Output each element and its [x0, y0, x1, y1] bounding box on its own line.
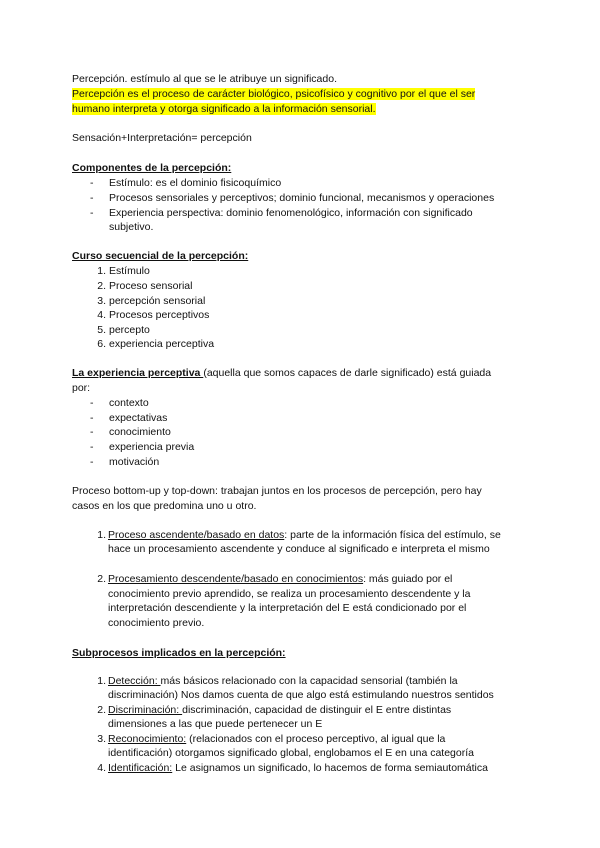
list-item: percepto — [109, 324, 150, 336]
list-item: Experiencia perspectiva: dominio fenomenológico, información con significado — [109, 207, 473, 219]
highlight: humano interpreta y otorga significado a la información sensorial. — [72, 103, 376, 115]
list-item: conocimiento — [109, 426, 171, 438]
proceso-paragraph-line-2: casos en los que predomina uno u otro. — [72, 500, 257, 512]
subprocesos-heading: Subprocesos implicados en la percepción: — [72, 647, 286, 659]
subproceso-term: Reconocimiento: — [108, 733, 187, 745]
list-number: 5. — [97, 324, 106, 336]
experiencia-intro — [72, 366, 532, 381]
proceso-item-1-continuation: hace un procesamiento ascendente y conduce al significado e interpreta el mismo — [108, 543, 490, 555]
subproceso-item-3 — [108, 732, 445, 747]
bullet-dash: - — [90, 192, 94, 204]
list-number: 2. — [97, 704, 106, 716]
subproceso-term: Discriminación: — [108, 704, 183, 716]
formula-line: Sensación+Interpretación= percepción — [72, 132, 252, 144]
list-number: 1. — [97, 675, 106, 687]
subproceso-item-1-continuation: discriminación) Nos damos cuenta de que algo está estimulando nuestros sentidos — [108, 689, 494, 701]
list-item: Proceso sensorial — [109, 280, 193, 292]
subproceso-item-4 — [108, 761, 488, 776]
subproceso-text: más básicos relacionado con la capacidad sensorial (también la — [160, 675, 458, 687]
list-number: 3. — [97, 733, 106, 745]
proceso-item-2-continuation: conocimiento previo. — [108, 617, 205, 629]
proceso-text: : más guiado por el — [363, 573, 453, 585]
bullet-dash: - — [90, 207, 94, 219]
list-item: expectativas — [109, 412, 168, 424]
list-item: motivación — [109, 456, 160, 468]
list-number: 3. — [97, 295, 106, 307]
proceso-paragraph-line-1: Proceso bottom-up y top-down: trabajan juntos en los procesos de percepción, pero hay — [72, 485, 482, 497]
subproceso-text: discriminación, capacidad de distinguir el E entre distintas — [182, 704, 452, 716]
bullet-dash: - — [90, 177, 94, 189]
componentes-heading: Componentes de la percepción: — [72, 162, 232, 174]
highlighted-definition-line-2 — [72, 102, 532, 117]
list-item: Procesos sensoriales y perceptivos; dominio funcional, mecanismos y operaciones — [109, 192, 495, 204]
highlighted-definition-line-1 — [72, 87, 532, 102]
subproceso-item-2-continuation: dimensiones a las que puede pertenecer un E — [108, 718, 323, 730]
subproceso-item-1 — [108, 674, 458, 689]
bullet-dash: - — [90, 412, 94, 424]
list-number: 1. — [97, 265, 106, 277]
intro-definition: Percepción. estímulo al que se le atribuye un significado. — [72, 73, 337, 85]
experiencia-heading: La experiencia perceptiva — [72, 367, 204, 379]
curso-heading: Curso secuencial de la percepción: — [72, 250, 249, 262]
subproceso-text: (relacionados con el proceso perceptivo, al igual que la — [186, 733, 446, 745]
list-number: 6. — [97, 338, 106, 350]
subproceso-text: Le asignamos un significado, lo hacemos de forma semiautomática — [172, 762, 488, 774]
list-item: Estímulo — [109, 265, 150, 277]
experiencia-text: (aquella que somos capaces de darle significado) está guiada — [203, 367, 492, 379]
proceso-item-1 — [108, 528, 501, 543]
list-item: experiencia previa — [109, 441, 195, 453]
list-item: contexto — [109, 397, 149, 409]
list-number: 4. — [97, 762, 106, 774]
subproceso-item-3-continuation: identificación) otorgamos significado global, englobamos el E en una categoría — [108, 747, 474, 759]
bullet-dash: - — [90, 456, 94, 468]
list-item: experiencia perceptiva — [109, 338, 215, 350]
list-item: percepción sensorial — [109, 295, 206, 307]
subproceso-item-2 — [108, 703, 451, 718]
bullet-dash: - — [90, 441, 94, 453]
list-number: 2. — [97, 280, 106, 292]
subproceso-term: Identificación: — [108, 762, 173, 774]
bullet-dash: - — [90, 397, 94, 409]
subproceso-term: Detección: — [108, 675, 161, 687]
experiencia-continuation: por: — [72, 382, 91, 394]
list-number: 2. — [97, 573, 106, 585]
proceso-text: : parte de la información física del estímulo, se — [284, 529, 501, 541]
proceso-term: Proceso ascendente/basado en datos — [108, 529, 285, 541]
list-item: Estímulo: es el dominio fisicoquímico — [109, 177, 282, 189]
proceso-term: Procesamiento descendente/basado en conocimientos — [108, 573, 364, 585]
bullet-dash: - — [90, 426, 94, 438]
highlight: Percepción es el proceso de carácter biológico, psicofísico y cognitivo por el que el ser — [72, 88, 476, 100]
list-item: Procesos perceptivos — [109, 309, 210, 321]
list-number: 4. — [97, 309, 106, 321]
list-number: 1. — [97, 529, 106, 541]
proceso-item-2 — [108, 572, 452, 587]
list-item-continuation: subjetivo. — [109, 221, 154, 233]
proceso-item-2-continuation: conocimiento previo aprendido, se realiza un procesamiento descendente y la — [108, 588, 471, 600]
proceso-item-2-continuation: interpretación descendiente y la interpretación del E está condicionado por el — [108, 602, 467, 614]
